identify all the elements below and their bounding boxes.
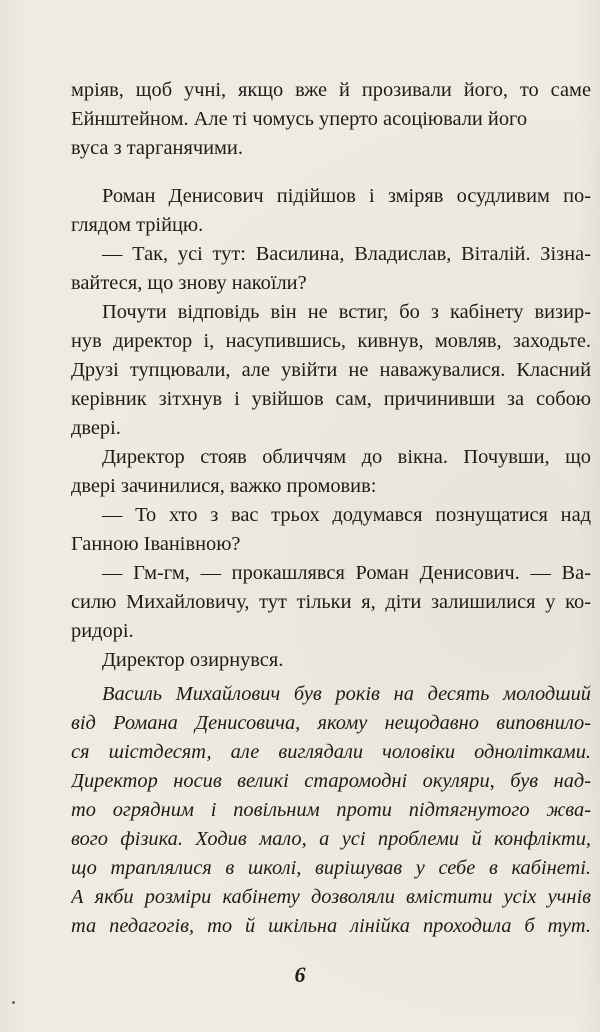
text-line: вого фізика. Ходив мало, а усі проблеми й конфлікти, xyxy=(71,828,591,850)
text-line: глядом трійцю. xyxy=(71,214,204,236)
text-line: вайтеся, що знову накоїли? xyxy=(71,272,307,294)
text-line: Директор озирнувся. xyxy=(102,649,284,671)
text-line: то огрядним і повільним проти підтягнутого жва- xyxy=(71,799,591,821)
text-line: від Романа Денисовича, якому нещодавно виповнило- xyxy=(71,712,591,734)
text-line: — Гм-гм, — прокашлявся Роман Денисович. — Ва- xyxy=(102,562,591,584)
text-line: ся шістдесят, але виглядали чоловіки однолітками. xyxy=(71,741,591,763)
italic-paragraph xyxy=(71,680,591,941)
text-line: двері. xyxy=(71,417,121,439)
text-line: Директор носив великі старомодні окуляри, був над- xyxy=(71,770,591,792)
text-line: керівник зітхнув і увійшов сам, причинивши за собою xyxy=(71,388,591,410)
dialogue-section xyxy=(71,182,591,675)
text-line: Друзі тупцювали, але увійти не наважувалися. Класний xyxy=(71,359,591,381)
text-line: — То хто з вас трьох додумався познущатися над xyxy=(102,504,591,526)
text-line: А якби розміри кабінету дозволяли вмістити усіх учнів xyxy=(71,886,591,908)
text-line: Директор стояв обличчям до вікна. Почувши, що xyxy=(102,446,591,468)
paragraph-continued xyxy=(71,76,591,163)
text-line: ридорі. xyxy=(71,620,134,642)
text-line: Ейнштейном. Але ті чомусь уперто асоціювали його xyxy=(71,108,528,130)
text-line: вуса з тарганячими. xyxy=(71,137,243,159)
text-line: Василь Михайлович був років на десять молодший xyxy=(102,683,591,705)
text-line: що траплялися в школі, вирішував у себе в кабінеті. xyxy=(71,857,591,879)
text-line: та педагогів, то й шкільна лінійка проходила б тут. xyxy=(71,915,591,937)
text-line: силю Михайловичу, тут тільки я, діти залишилися у ко- xyxy=(71,591,591,613)
text-line: Ганною Іванівною? xyxy=(71,533,241,555)
text-line: нув директор і, насупившись, кивнув, мовляв, заходьте. xyxy=(71,330,591,352)
paper-speck xyxy=(12,1001,15,1004)
text-line: Почути відповідь він не встиг, бо з кабінету визир- xyxy=(102,301,591,323)
text-line: — Так, усі тут: Василина, Владислав, Віталій. Зізна- xyxy=(102,243,591,265)
text-line: двері зачинилися, важко промовив: xyxy=(71,475,377,497)
text-line: мріяв, щоб учні, якщо вже й прозивали його, то саме xyxy=(71,79,591,101)
text-line: Роман Денисович підійшов і зміряв осудливим по- xyxy=(102,185,591,207)
page-number: 6 xyxy=(294,962,306,987)
